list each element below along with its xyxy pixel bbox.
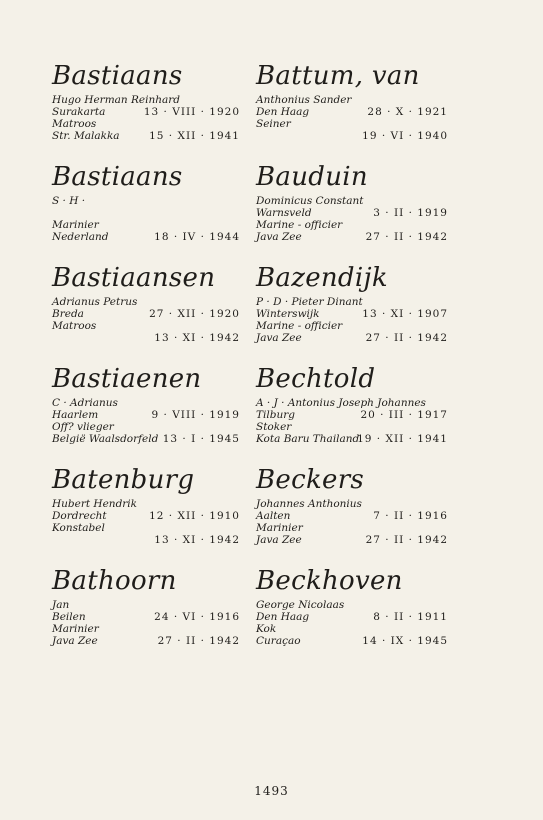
entry-line-text: Den Haag <box>256 106 310 118</box>
surname-heading: Battum, van <box>256 61 420 91</box>
name-entry <box>52 163 240 243</box>
entry-line-text: Stoker <box>256 421 292 433</box>
entry-line <box>52 195 240 207</box>
entry-line-text: België Waalsdorfeld <box>52 433 159 445</box>
entry-line-text: Hubert Hendrik <box>52 498 138 510</box>
entry-line-text: Dordrecht <box>52 510 107 522</box>
entry-line <box>256 421 448 433</box>
entry-line <box>52 635 240 647</box>
entry-line <box>52 623 240 635</box>
entry-line <box>256 397 448 409</box>
entry-line <box>52 611 240 623</box>
entry-line-date: 15 · XII · 1941 <box>149 130 240 142</box>
entry-line-text: Den Haag <box>256 611 310 623</box>
name-entry <box>256 163 448 243</box>
entry-line <box>256 623 448 635</box>
entry-line-text: Kota Baru Thailand <box>256 433 360 445</box>
entry-line-text: Curaçao <box>256 635 301 647</box>
entry-line <box>52 207 240 219</box>
entry-line <box>256 296 448 308</box>
entry-line-date: 19 · XII · 1941 <box>357 433 448 445</box>
name-entry <box>256 62 448 142</box>
surname-heading: Bastiaansen <box>52 263 216 293</box>
entry-line-text: Anthonius Sander <box>256 94 352 106</box>
surname-heading: Beckhoven <box>256 566 403 596</box>
surname-heading: Bastiaans <box>52 162 183 192</box>
entry-line <box>52 433 240 445</box>
entry-line <box>52 106 240 118</box>
entry-line <box>52 599 240 611</box>
entry-line <box>256 308 448 320</box>
entry-line-text: Tilburg <box>256 409 295 421</box>
name-entry <box>52 567 240 647</box>
surname-heading: Bazendijk <box>256 263 388 293</box>
entry-line <box>256 195 448 207</box>
name-entry <box>52 466 240 546</box>
entry-line-text: S · H · <box>52 195 86 207</box>
entry-line-text: C · Adrianus <box>52 397 118 409</box>
entry-line-date: 27 · XII · 1920 <box>149 308 240 320</box>
entry-line-date: 12 · XII · 1910 <box>149 510 240 522</box>
name-entry <box>256 466 448 546</box>
name-entry <box>52 264 240 344</box>
entry-line-text: Java Zee <box>256 534 302 546</box>
entry-line-text: Kok <box>256 623 277 635</box>
entry-line-text: George Nicolaas <box>256 599 345 611</box>
entry-line-date: 3 · II · 1919 <box>373 207 448 219</box>
entry-line <box>256 409 448 421</box>
surname-heading: Bathoorn <box>52 566 177 596</box>
page-number: 1493 <box>254 784 289 798</box>
entry-line <box>52 332 240 344</box>
entry-line-text: Surakarta <box>52 106 106 118</box>
entry-line-text: Winterswijk <box>256 308 320 320</box>
entry-line-text: Hugo Herman Reinhard <box>52 94 181 106</box>
entry-line-date: 19 · VI · 1940 <box>362 130 448 142</box>
entry-line <box>256 498 448 510</box>
entry-line-text: Java Zee <box>256 231 302 243</box>
surname-heading: Bauduin <box>256 162 368 192</box>
entry-line <box>256 599 448 611</box>
entry-line <box>256 118 448 130</box>
entry-line-date: 7 · II · 1916 <box>373 510 448 522</box>
name-entry <box>52 365 240 445</box>
entry-line-date: 14 · IX · 1945 <box>362 635 448 647</box>
entry-line-text: Java Zee <box>52 635 98 647</box>
entry-line <box>256 433 448 445</box>
entry-line <box>256 534 448 546</box>
entry-line <box>52 534 240 546</box>
entry-line <box>256 320 448 332</box>
entry-line-text: Beilen <box>52 611 86 623</box>
surname-heading: Bastiaenen <box>52 364 202 394</box>
entry-line <box>256 94 448 106</box>
entry-line-date: 13 · VIII · 1920 <box>143 106 240 118</box>
entry-line-text: Marinier <box>256 522 303 534</box>
entry-line-text: A · J · Antonius Joseph Johannes <box>256 397 426 409</box>
entry-line-text: Marinier <box>52 623 99 635</box>
entry-line-text: Breda <box>52 308 84 320</box>
entry-line-text: Marine - officier <box>256 320 343 332</box>
surname-heading: Batenburg <box>52 465 195 495</box>
entry-line-text: Off? vlieger <box>52 421 114 433</box>
entry-line <box>52 421 240 433</box>
entry-line <box>256 231 448 243</box>
entry-line-text: P · D · Pieter Dinant <box>256 296 363 308</box>
entry-line-text: Dominicus Constant <box>256 195 364 207</box>
entry-line-date: 28 · X · 1921 <box>367 106 448 118</box>
entry-line <box>256 332 448 344</box>
entry-line-date: 13 · XI · 1907 <box>362 308 448 320</box>
entry-line <box>52 308 240 320</box>
entry-line-text: Aalten <box>256 510 291 522</box>
entry-line <box>52 409 240 421</box>
entry-line <box>256 635 448 647</box>
entry-line <box>52 320 240 332</box>
entry-line <box>52 231 240 243</box>
entry-line-text: Haarlem <box>52 409 99 421</box>
entry-line-text: Seiner <box>256 118 291 130</box>
surname-heading: Bechtold <box>256 364 376 394</box>
entry-line <box>52 397 240 409</box>
entry-line-text: Marine - officier <box>256 219 343 231</box>
name-entry <box>256 365 448 445</box>
name-entry <box>52 62 240 142</box>
entry-line-date: 13 · XI · 1942 <box>154 332 240 344</box>
entry-line-date: 24 · VI · 1916 <box>154 611 240 623</box>
entry-line <box>52 94 240 106</box>
entry-line <box>256 106 448 118</box>
entry-line <box>52 118 240 130</box>
entry-line <box>256 510 448 522</box>
entry-line-date: 13 · I · 1945 <box>162 433 240 445</box>
entry-line <box>52 498 240 510</box>
entry-line-date: 27 · II · 1942 <box>365 534 448 546</box>
name-entry <box>256 567 448 647</box>
entry-line-date: 18 · IV · 1944 <box>154 231 240 243</box>
entry-line-text: Jan <box>52 599 70 611</box>
entry-line-date: 8 · II · 1911 <box>373 611 448 623</box>
entry-line-text: Adrianus Petrus <box>52 296 138 308</box>
entry-line-date: 27 · II · 1942 <box>365 332 448 344</box>
entry-line <box>256 130 448 142</box>
surname-heading: Bastiaans <box>52 61 183 91</box>
name-entry <box>256 264 448 344</box>
entry-line-text: Konstabel <box>52 522 105 534</box>
entry-line <box>256 219 448 231</box>
entry-line <box>52 130 240 142</box>
entry-line-text: Matroos <box>52 118 97 130</box>
entry-line-text: Marinier <box>52 219 99 231</box>
entry-line <box>52 296 240 308</box>
entry-line-date: 27 · II · 1942 <box>157 635 240 647</box>
entry-line-text: Matroos <box>52 320 97 332</box>
entry-line <box>52 522 240 534</box>
entry-line <box>256 207 448 219</box>
entry-line-text: Str. Malakka <box>52 130 120 142</box>
entry-line <box>256 522 448 534</box>
entry-line-date: 20 · III · 1917 <box>360 409 448 421</box>
entry-line <box>52 510 240 522</box>
entry-line-text: Johannes Anthonius <box>256 498 362 510</box>
surname-heading: Beckers <box>256 465 365 495</box>
entry-line <box>52 219 240 231</box>
entry-line <box>256 611 448 623</box>
entry-line-date: 9 · VIII · 1919 <box>151 409 240 421</box>
entry-line-text: Java Zee <box>256 332 302 344</box>
entry-line-date: 27 · II · 1942 <box>365 231 448 243</box>
entry-line-text: Nederland <box>52 231 109 243</box>
entry-line-text: Warnsveld <box>256 207 312 219</box>
entry-line-date: 13 · XI · 1942 <box>154 534 240 546</box>
